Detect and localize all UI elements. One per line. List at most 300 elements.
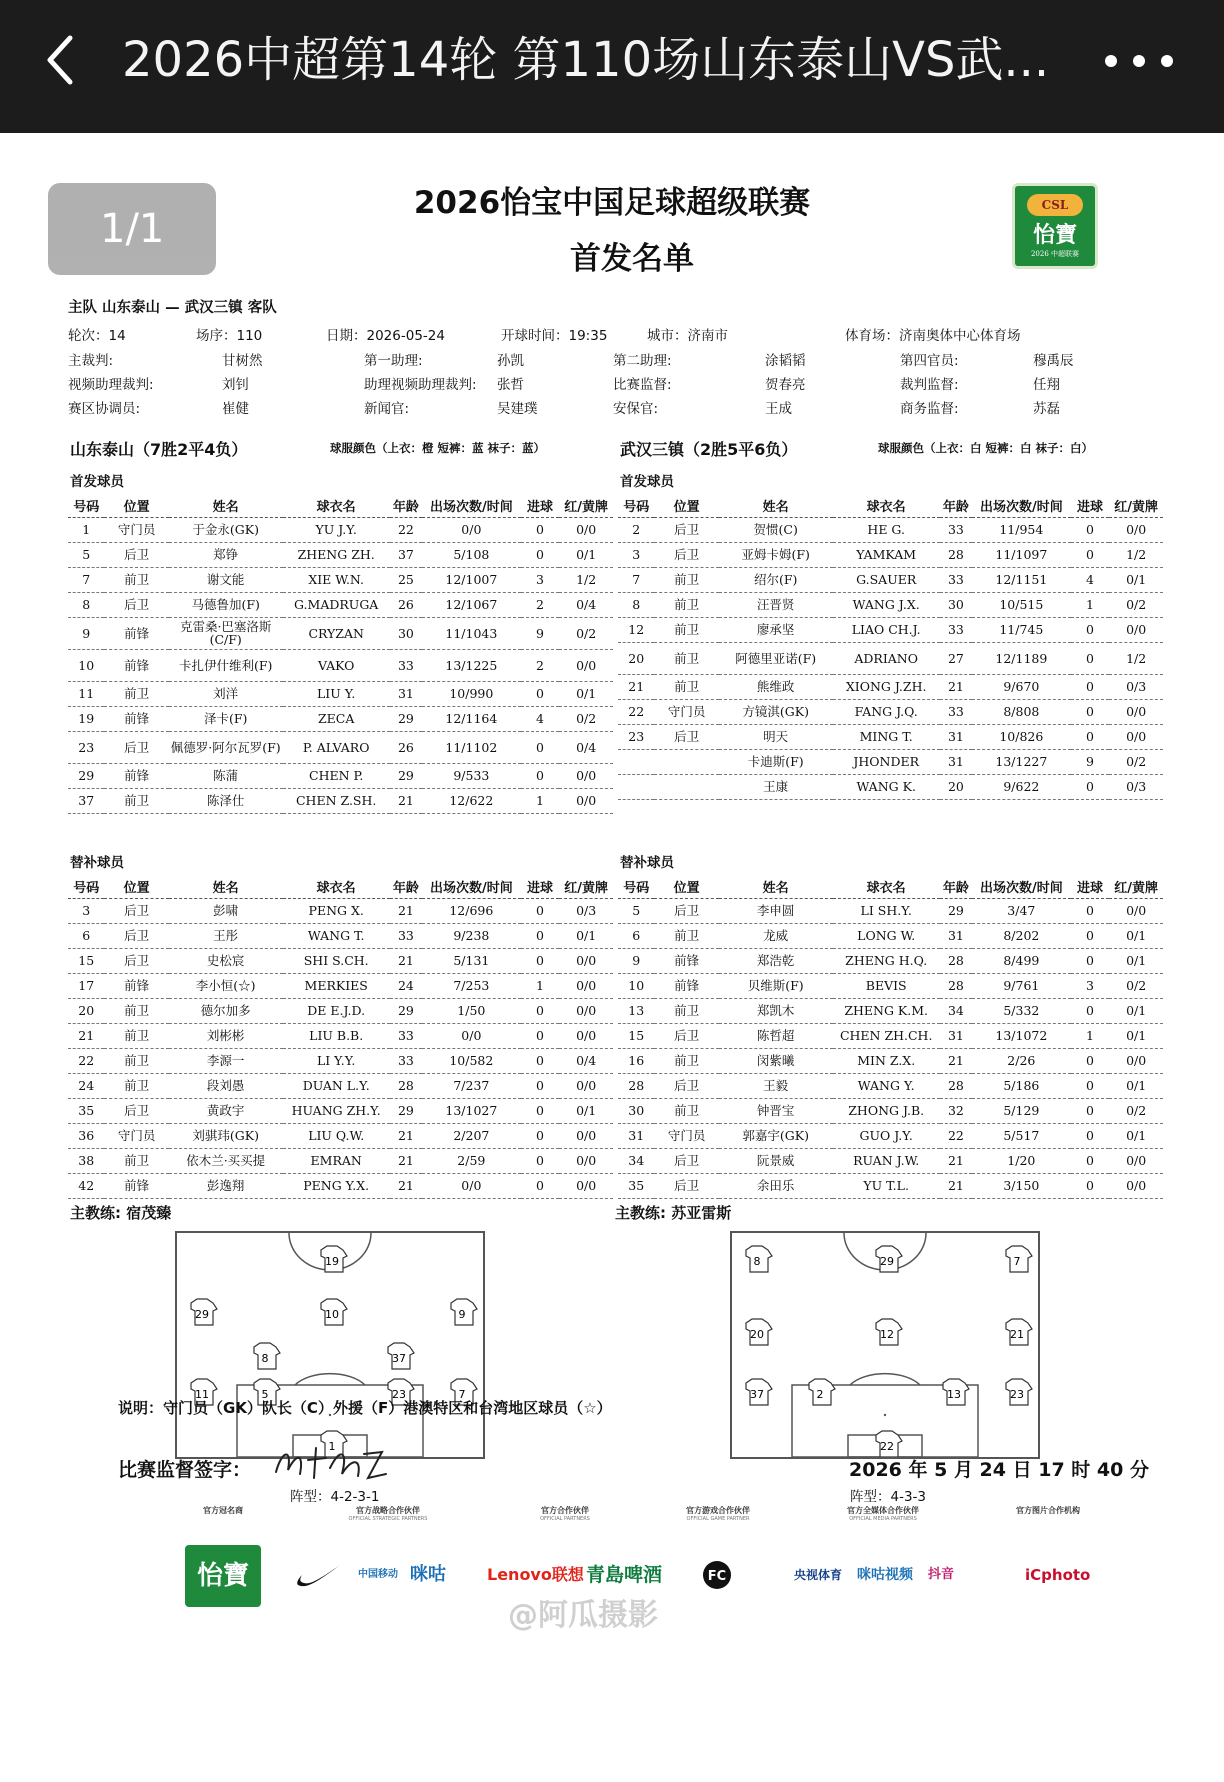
player-number: 19: [68, 706, 104, 731]
shirt-name: DE E.J.D.: [283, 998, 390, 1023]
table-row: [68, 1048, 613, 1073]
partner-title-en: OFFICIAL STRATEGIC PARTNERS: [348, 1516, 428, 1522]
cards: 0/0: [1109, 699, 1163, 724]
player-number: 15: [68, 948, 104, 973]
player-age: 31: [940, 1023, 972, 1048]
cards: 0/0: [1109, 1048, 1163, 1073]
goals: 0: [1071, 542, 1110, 567]
player-position: 前锋: [104, 649, 168, 681]
table-row: [618, 699, 1163, 724]
player-number: 23: [68, 731, 104, 763]
player-number: 8: [618, 592, 654, 617]
player-position: 前锋: [104, 1173, 168, 1198]
shirt-name: LIAO CH.J.: [833, 617, 940, 642]
player-number: 7: [68, 567, 104, 592]
official-name: 苏磊: [1033, 401, 1060, 417]
column-header: 出场次数/时间: [972, 876, 1071, 898]
table-row: [68, 788, 613, 813]
player-number: 12: [618, 617, 654, 642]
shirt-name: EMRAN: [283, 1148, 390, 1173]
column-header: 进球: [1071, 495, 1110, 517]
player-name: 泽卡(F): [169, 706, 283, 731]
info-value: 济南奥体中心体育场: [899, 328, 1021, 344]
shirt-name: YU J.Y.: [283, 517, 390, 542]
official-name: 贺春亮: [765, 377, 806, 393]
player-shirt-icon: [321, 1246, 347, 1272]
player-age: 31: [940, 923, 972, 948]
appearances-minutes: 12/1189: [972, 642, 1071, 674]
shirt-name: HE G.: [833, 517, 940, 542]
player-age: 21: [390, 788, 422, 813]
table-row: [618, 517, 1163, 542]
player-number: 10: [68, 649, 104, 681]
player-number: 16: [618, 1048, 654, 1073]
player-number: 7: [618, 567, 654, 592]
official-label: 赛区协调员:: [68, 401, 141, 417]
column-header: 年龄: [390, 495, 422, 517]
player-position: 后卫: [654, 1173, 718, 1198]
column-header: 年龄: [390, 876, 422, 898]
player-shirt-icon: [321, 1299, 347, 1325]
player-name: 汪晋贤: [719, 592, 833, 617]
appearances-minutes: 5/332: [972, 998, 1071, 1023]
goals: 0: [521, 948, 560, 973]
goals: 0: [1071, 998, 1110, 1023]
player-age: 21: [390, 1148, 422, 1173]
goals: 0: [1071, 724, 1110, 749]
shirt-name: G.SAUER: [833, 567, 940, 592]
player-name: 郭嘉宇(GK): [719, 1123, 833, 1148]
match-line: 主队 山东泰山 — 武汉三镇 客队: [68, 300, 277, 316]
player-position: 守门员: [654, 1123, 718, 1148]
player-age: 33: [390, 923, 422, 948]
player-number: 1: [68, 517, 104, 542]
player-age: 28: [940, 542, 972, 567]
goals: 0: [1071, 674, 1110, 699]
appearances-minutes: 2/59: [422, 1148, 521, 1173]
player-name: 依木兰·买买提: [169, 1148, 283, 1173]
player-number: 37: [68, 788, 104, 813]
column-header: 出场次数/时间: [422, 495, 521, 517]
cards: 0/2: [1109, 973, 1163, 998]
goals: 0: [521, 898, 560, 923]
player-age: 33: [390, 1048, 422, 1073]
svg-text:FC: FC: [707, 1569, 727, 1584]
shirt-name: PENG X.: [283, 898, 390, 923]
info-value: 19:35: [568, 328, 608, 344]
appearances-minutes: 5/108: [422, 542, 521, 567]
appearances-minutes: 1/50: [422, 998, 521, 1023]
appearances-minutes: 8/499: [972, 948, 1071, 973]
player-age: 29: [390, 763, 422, 788]
appearances-minutes: 11/1043: [422, 617, 521, 649]
lineup-document: [0, 133, 1224, 1782]
player-position: 前卫: [654, 642, 718, 674]
player-position: 前锋: [104, 617, 168, 649]
shirt-number: 29: [195, 1308, 209, 1321]
sponsor-migu-video: 咪咕视频: [857, 1567, 913, 1583]
page-title: 2026中超第14轮 第110场山东泰山VS武...: [122, 32, 1050, 88]
goals: 0: [1071, 1098, 1110, 1123]
player-position: 前锋: [104, 706, 168, 731]
more-options-button[interactable]: [1105, 48, 1175, 74]
player-name: 于金永(GK): [169, 517, 283, 542]
player-number: 21: [618, 674, 654, 699]
official-name: 吴建璞: [497, 401, 538, 417]
player-number: 20: [618, 642, 654, 674]
appearances-minutes: 11/1097: [972, 542, 1071, 567]
goals: 0: [521, 1048, 560, 1073]
home-team-name: 山东泰山（7胜2平4负）: [70, 440, 248, 459]
player-age: 25: [390, 567, 422, 592]
away-formation: [850, 1485, 926, 1505]
player-position: 后卫: [104, 1098, 168, 1123]
shirt-name: MIN Z.X.: [833, 1048, 940, 1073]
table-row: [618, 724, 1163, 749]
logo-brand-text: 怡寶: [1032, 222, 1077, 248]
shirt-number: 7: [1013, 1255, 1021, 1268]
player-name: 佩德罗·阿尔瓦罗(F): [169, 731, 283, 763]
shirt-number: 11: [195, 1388, 209, 1401]
table-row: [618, 617, 1163, 642]
shirt-name: ZHENG H.Q.: [833, 948, 940, 973]
column-header: 位置: [104, 495, 168, 517]
cards: 0/0: [559, 1023, 613, 1048]
shirt-name: HUANG ZH.Y.: [283, 1098, 390, 1123]
player-shirt-icon: [746, 1379, 772, 1405]
player-age: 29: [390, 998, 422, 1023]
table-row: [68, 998, 613, 1023]
appearances-minutes: 13/1227: [972, 749, 1071, 774]
goals: 0: [1071, 617, 1110, 642]
appearances-minutes: 5/131: [422, 948, 521, 973]
player-position: 前卫: [654, 567, 718, 592]
shirt-name: WANG Y.: [833, 1073, 940, 1098]
player-position: 前锋: [654, 948, 718, 973]
appearances-minutes: 8/202: [972, 923, 1071, 948]
partner-title-cn: 官方合作伙伴: [541, 1506, 589, 1515]
player-age: 21: [390, 948, 422, 973]
player-number: 10: [618, 973, 654, 998]
goals: 0: [521, 1023, 560, 1048]
player-age: 28: [940, 1073, 972, 1098]
column-header: 球衣名: [283, 495, 390, 517]
cards: 0/0: [559, 763, 613, 788]
cards: 0/0: [559, 1148, 613, 1173]
official-name: 甘树然: [222, 353, 263, 369]
table-row: [618, 642, 1163, 674]
table-row: [68, 649, 613, 681]
shirt-number: 19: [325, 1255, 339, 1268]
appearances-minutes: 13/1027: [422, 1098, 521, 1123]
player-number: 3: [68, 898, 104, 923]
shirt-number: 7: [458, 1388, 466, 1401]
shirt-number: 13: [947, 1388, 961, 1401]
column-header: 球衣名: [833, 876, 940, 898]
player-age: 20: [940, 774, 972, 799]
shirt-name: WANG T.: [283, 923, 390, 948]
appearances-minutes: 5/186: [972, 1073, 1071, 1098]
shirt-name: PENG Y.X.: [283, 1173, 390, 1198]
app-header: [0, 0, 1224, 133]
shirt-name: XIONG J.ZH.: [833, 674, 940, 699]
shirt-number: 37: [750, 1388, 764, 1401]
sponsor-cctv-sports: 央视体育: [794, 1568, 843, 1582]
player-name: 彭啸: [169, 898, 283, 923]
player-number: 34: [618, 1148, 654, 1173]
formation-label: 阵型：: [850, 1489, 891, 1505]
match-info-item: [845, 324, 1021, 344]
official-label: 新闻官:: [364, 401, 410, 417]
signature-image: [270, 1440, 390, 1484]
player-name: 史松宸: [169, 948, 283, 973]
player-name: 陈哲超: [719, 1023, 833, 1048]
shirt-name: CRYZAN: [283, 617, 390, 649]
goals: 1: [521, 973, 560, 998]
official-label: 商务监督:: [900, 401, 959, 417]
shirt-name: DUAN L.Y.: [283, 1073, 390, 1098]
cards: 0/0: [559, 973, 613, 998]
player-number: 9: [618, 948, 654, 973]
player-number: 35: [618, 1173, 654, 1198]
appearances-minutes: 12/1151: [972, 567, 1071, 592]
official-name: 刘钊: [222, 377, 249, 393]
shirt-number: 23: [1010, 1388, 1024, 1401]
player-position: 前锋: [104, 763, 168, 788]
shirt-number: 20: [750, 1328, 764, 1341]
appearances-minutes: 5/517: [972, 1123, 1071, 1148]
player-position: 前卫: [654, 1098, 718, 1123]
player-position: 守门员: [654, 699, 718, 724]
goals: 0: [521, 542, 560, 567]
player-name: 龙威: [719, 923, 833, 948]
goals: 0: [521, 923, 560, 948]
cards: 0/0: [1109, 617, 1163, 642]
player-name: 谢文能: [169, 567, 283, 592]
table-row: [618, 1023, 1163, 1048]
appearances-minutes: 9/761: [972, 973, 1071, 998]
cards: 0/1: [1109, 567, 1163, 592]
player-shirt-icon: [876, 1246, 902, 1272]
coach-label: 主教练:: [70, 1204, 121, 1222]
partner-title-cn: 官方战略合作伙伴: [356, 1506, 420, 1515]
shirt-number: 8: [261, 1352, 269, 1365]
player-name: 郑浩乾: [719, 948, 833, 973]
player-number: 6: [618, 923, 654, 948]
goals: 0: [1071, 948, 1110, 973]
shirt-name: ZHENG K.M.: [833, 998, 940, 1023]
player-age: 21: [390, 898, 422, 923]
appearances-minutes: 9/670: [972, 674, 1071, 699]
goals: 0: [1071, 1148, 1110, 1173]
player-age: 29: [940, 898, 972, 923]
player-age: 26: [390, 592, 422, 617]
shirt-name: YU T.L.: [833, 1173, 940, 1198]
goals: 0: [521, 1148, 560, 1173]
table-row: [618, 567, 1163, 592]
match-info-item: [196, 324, 262, 344]
player-age: 30: [940, 592, 972, 617]
player-age: 24: [390, 973, 422, 998]
column-header: 出场次数/时间: [972, 495, 1071, 517]
column-header: 红/黄牌: [1109, 495, 1163, 517]
player-position: 前卫: [654, 1048, 718, 1073]
cards: 1/2: [1109, 642, 1163, 674]
goals: 4: [1071, 567, 1110, 592]
player-number: 36: [68, 1123, 104, 1148]
player-name: 陈蒲: [169, 763, 283, 788]
player-position: [654, 749, 718, 774]
player-position: 后卫: [654, 1073, 718, 1098]
goals: 0: [1071, 642, 1110, 674]
player-position: 前卫: [654, 923, 718, 948]
timestamp: 2026 年 5 月 24 日 17 时 40 分: [849, 1459, 1149, 1481]
back-button[interactable]: [40, 30, 90, 90]
player-shirt-icon: [746, 1246, 772, 1272]
shirt-number: 12: [880, 1328, 894, 1341]
shirt-name: LI Y.Y.: [283, 1048, 390, 1073]
cards: 0/1: [559, 1098, 613, 1123]
info-label: 开球时间：: [501, 328, 569, 344]
sponsor-douyin: 抖音: [928, 1567, 955, 1582]
player-number: 42: [68, 1173, 104, 1198]
player-shirt-icon: [876, 1319, 902, 1345]
sponsor-lenovo: Lenovo联想: [487, 1565, 584, 1584]
official-name: 孙凯: [497, 353, 524, 369]
appearances-minutes: 13/1072: [972, 1023, 1071, 1048]
shirt-name: LIU Y.: [283, 681, 390, 706]
official-label: 第四官员:: [900, 353, 959, 369]
player-name: 王毅: [719, 1073, 833, 1098]
shirt-name: BEVIS: [833, 973, 940, 998]
table-row: [618, 923, 1163, 948]
player-shirt-icon: [746, 1319, 772, 1345]
player-name: 李申圆: [719, 898, 833, 923]
player-name: 郑铮: [169, 542, 283, 567]
shirt-name: ADRIANO: [833, 642, 940, 674]
player-name: 陈泽仕: [169, 788, 283, 813]
table-row: [618, 973, 1163, 998]
player-position: 前卫: [654, 674, 718, 699]
weibo-watermark: @阿瓜摄影: [508, 1598, 658, 1633]
cards: 0/1: [1109, 1123, 1163, 1148]
shirt-number: 29: [880, 1255, 894, 1268]
player-position: 后卫: [654, 724, 718, 749]
player-number: 28: [618, 1073, 654, 1098]
column-header: 球衣名: [283, 876, 390, 898]
column-header: 红/黄牌: [559, 876, 613, 898]
column-header: 姓名: [169, 876, 283, 898]
player-shirt-icon: [1006, 1319, 1032, 1345]
player-position: 前卫: [104, 1148, 168, 1173]
player-number: 2: [618, 517, 654, 542]
shirt-name: CHEN Z.SH.: [283, 788, 390, 813]
away-starting-table: [618, 495, 1163, 800]
player-position: 前卫: [104, 998, 168, 1023]
info-value: 14: [108, 328, 126, 344]
cards: 0/2: [559, 706, 613, 731]
player-number: 5: [68, 542, 104, 567]
player-number: 8: [68, 592, 104, 617]
shirt-name: CHEN ZH.CH.: [833, 1023, 940, 1048]
player-number: 31: [618, 1123, 654, 1148]
info-label: 日期：: [326, 328, 367, 344]
appearances-minutes: 7/253: [422, 973, 521, 998]
player-name: 贺惯(C): [719, 517, 833, 542]
player-number: [618, 749, 654, 774]
goals: 0: [521, 731, 560, 763]
player-age: 29: [390, 706, 422, 731]
player-age: 33: [940, 617, 972, 642]
goals: 3: [1071, 973, 1110, 998]
partner-category-title: [828, 1505, 938, 1522]
home-subs-label: 替补球员: [70, 855, 124, 871]
image-page-counter: 1/1: [48, 183, 216, 275]
column-header: 号码: [618, 876, 654, 898]
player-number: 13: [618, 998, 654, 1023]
formation-value: 4-2-3-1: [330, 1489, 380, 1505]
player-name: 李小恒(☆): [169, 973, 283, 998]
player-name: 阮景威: [719, 1148, 833, 1173]
appearances-minutes: 9/238: [422, 923, 521, 948]
player-number: 20: [68, 998, 104, 1023]
csl-logo: [1012, 183, 1098, 269]
partner-category-title: [663, 1505, 773, 1522]
player-number: 23: [618, 724, 654, 749]
shirt-name: LONG W.: [833, 923, 940, 948]
partner-title-cn: 官方冠名商: [203, 1506, 243, 1515]
player-number: 30: [618, 1098, 654, 1123]
player-age: 33: [390, 1023, 422, 1048]
away-subs-label: 替补球员: [620, 855, 674, 871]
player-name: 马德鲁加(F): [169, 592, 283, 617]
player-age: 21: [940, 1173, 972, 1198]
player-age: 28: [940, 973, 972, 998]
shirt-number: 23: [392, 1388, 406, 1401]
home-coach: [70, 1202, 171, 1223]
appearances-minutes: 11/1102: [422, 731, 521, 763]
player-name: 德尔加多: [169, 998, 283, 1023]
player-position: 前卫: [104, 788, 168, 813]
cards: 0/1: [1109, 923, 1163, 948]
goals: 0: [521, 1173, 560, 1198]
cards: 0/3: [1109, 774, 1163, 799]
shirt-name: SHI S.CH.: [283, 948, 390, 973]
info-value: 2026-05-24: [366, 328, 445, 344]
player-age: 29: [390, 1098, 422, 1123]
table-row: [68, 592, 613, 617]
player-name: 克雷桑·巴塞洛斯(C/F): [169, 617, 283, 649]
official-name: 涂韬韬: [765, 353, 806, 369]
official-label: 视频助理裁判:: [68, 377, 154, 393]
player-name: 刘骐玮(GK): [169, 1123, 283, 1148]
cards: 0/0: [1109, 1148, 1163, 1173]
player-number: 15: [618, 1023, 654, 1048]
player-age: 21: [940, 1048, 972, 1073]
shirt-number: 21: [1010, 1328, 1024, 1341]
formation-label: 阵型：: [290, 1489, 331, 1505]
logo-csl-text: CSL: [1027, 194, 1083, 216]
player-position: 守门员: [104, 1123, 168, 1148]
goals: 0: [521, 517, 560, 542]
player-name: 明天: [719, 724, 833, 749]
cards: 0/1: [559, 681, 613, 706]
column-header: 姓名: [169, 495, 283, 517]
shirt-number: 9: [458, 1308, 466, 1321]
match-info-item: [501, 324, 607, 344]
appearances-minutes: 12/696: [422, 898, 521, 923]
shirt-name: JHONDER: [833, 749, 940, 774]
